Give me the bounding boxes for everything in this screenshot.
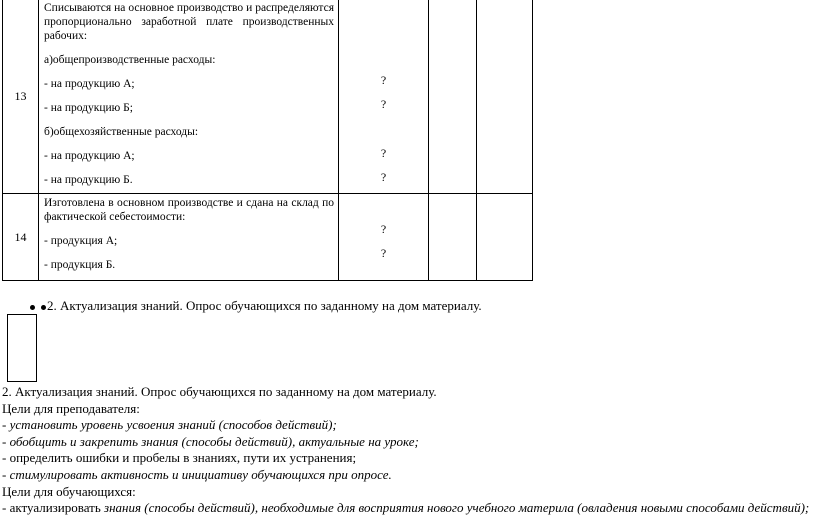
teacher-goal-1: - установить уровень усвоения знаний (способов действий); (2, 417, 337, 433)
section-body (2, 384, 812, 517)
bullet-heading (30, 298, 482, 314)
unknown-value: ? (380, 246, 387, 260)
group-a-item-2: - на продукцию Б; (44, 102, 133, 114)
student-goal-1 (2, 500, 812, 517)
credit-cell (477, 194, 533, 281)
row-description (39, 194, 339, 281)
unknown-value: ? (380, 170, 387, 184)
amount-cell (339, 0, 429, 194)
debit-cell (429, 0, 477, 194)
unknown-value: ? (380, 222, 387, 236)
teacher-goal-3: - определить ошибки и пробелы в знаниях, пути их устранения; (2, 450, 357, 466)
table-row-14 (3, 194, 533, 281)
item-1: - продукция А; (44, 235, 118, 247)
teacher-goal-4-prefix: - (2, 466, 10, 482)
table-row-13 (3, 0, 533, 194)
teacher-goal-4-text: стимулировать активность и инициативу обучающихся при опросе. (9, 466, 392, 482)
row-number: 14 (3, 194, 39, 281)
group-a-item-1: - на продукцию А; (44, 78, 135, 90)
group-b-item-2: - на продукцию Б. (44, 174, 133, 186)
debit-cell (429, 194, 477, 281)
section-heading: 2. Актуализация знаний. Опрос обучающихся по заданному на дом материалу. (2, 384, 437, 399)
student-goals-title: Цели для обучающихся: (2, 483, 136, 499)
description-text: Изготовлена в основном производстве и сдана на склад по фактической себестоимости: (44, 197, 334, 223)
group-b-label: б)общехозяйственные расходы: (44, 126, 199, 138)
bullet-icon (30, 305, 35, 310)
teacher-goal-4 (2, 467, 812, 484)
description-text: Списываются на основное производство и распределяются пропорционально заработной плате производственных рабочих: (44, 2, 334, 42)
row-description (39, 0, 339, 194)
bullet-icon (41, 305, 46, 310)
empty-frame (7, 314, 37, 382)
unknown-value: ? (380, 73, 387, 87)
teacher-goal-2: - обобщить и закрепить знания (способы действий), актуальные на уроке; (2, 433, 419, 449)
group-b-item-1: - на продукцию А; (44, 150, 135, 162)
credit-cell (477, 0, 533, 194)
group-a-label: а)общепроизводственные расходы: (44, 54, 216, 66)
teacher-goals-title: Цели для преподавателя: (2, 400, 140, 416)
bullet-heading-text: 2. Актуализация знаний. Опрос обучающихся по заданному на дом материалу. (47, 298, 482, 313)
row-number: 13 (3, 0, 39, 194)
unknown-value: ? (380, 146, 387, 160)
unknown-value: ? (380, 97, 387, 111)
student-goal-1-prefix: - актуализировать (2, 500, 105, 516)
amount-cell (339, 194, 429, 281)
student-goal-1-text: знания (способы действий), необходимые для восприятия нового учебного материла (овладения новыми способами действий); (104, 500, 810, 516)
transactions-table (2, 0, 533, 281)
item-2: - продукция Б. (44, 259, 116, 271)
